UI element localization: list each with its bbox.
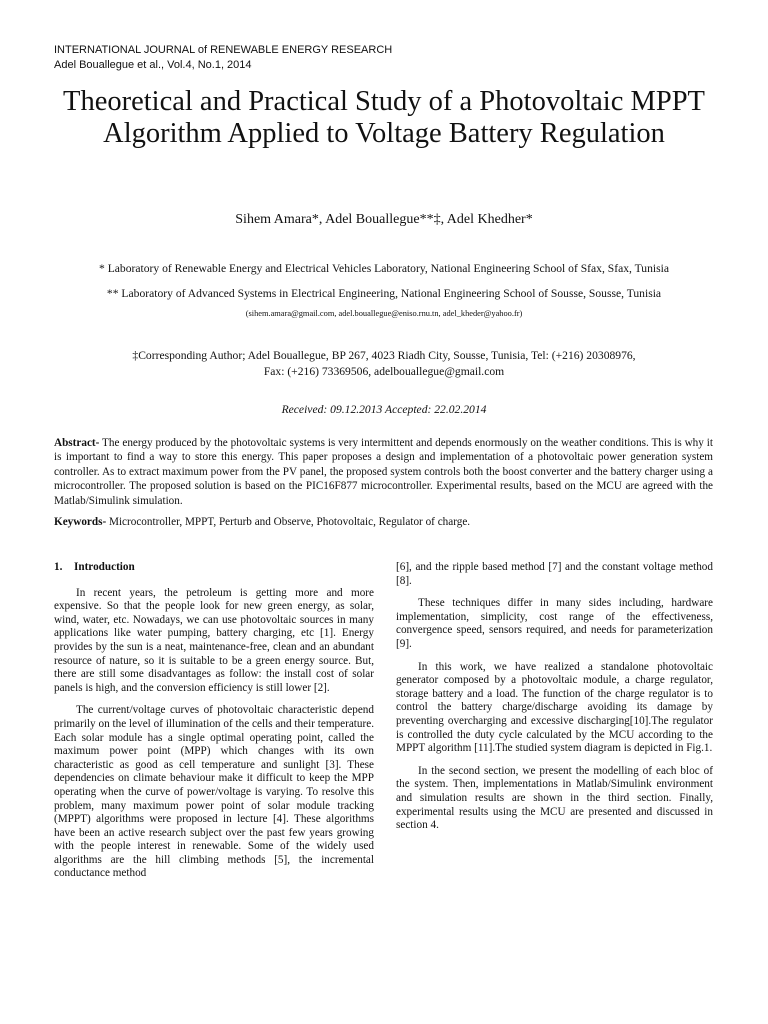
- paragraph: The current/voltage curves of photovoltaic characteristic depend primarily on the level of illumination of the cells and their temperature. Each solar module has a single optimal operating point, called the maximum power point (MPP) which changes with its own characteristic as good as cell temperature and sunlight [3]. These dependencies on climate behaviour make it difficult to keep the MPP operating when the curve of power/voltage is varying. To resolve this problem, many maximum power point of solar module tracking (MPPT) algorithms were proposed in lecture [4]. These algorithms have been an active research subject over the past few years growing with the people interest in renewable. Some of the widely used algorithms are the hill climbing methods [5], the incremental conductance method: [54, 704, 374, 880]
- paragraph: [6], and the ripple based method [7] and the constant voltage method [8].: [396, 561, 713, 587]
- corresponding-line-2: Fax: (+216) 73369506, adelbouallegue@gmail.com: [263, 365, 505, 378]
- abstract-text: The energy produced by the photovoltaic systems is very intermittent and depends enormously on the weather conditions. This is why it is important to find a way to store this energy. This paper proposes a design and implementation of a photovoltaic power generation system controller. As to extract maximum power from the PV panel, the proposed system controls both the boost converter and the battery charger using a microcontroller. The proposed solution is based on the PIC16F877 microcontroller. Experimental results, based on the MCU are agreed with the Matlab/Simulink simulation.: [54, 437, 713, 507]
- journal-citation: Adel Bouallegue et al., Vol.4, No.1, 2014: [54, 59, 252, 71]
- author-emails: (sihem.amara@gmail.com, adel.bouallegue@eniso.rnu.tn, adel_kheder@yahoo.fr): [245, 309, 523, 318]
- paragraph: In recent years, the petroleum is getting more and more expensive. So that the people look for new green energy, as solar, wind, water, etc. Nowadays, we can use photovoltaic sources in many applications like water pumping, battery charging, etc [1]. Energy provides by the sun is a neat, maintenance-free, clean and an abundant resource of nature, so it is suitable to be a green energy source. But, there are still some disadvantages as follow: the install cost of solar panels is high, and the conversion efficiency is still lower [2].: [54, 586, 374, 694]
- keywords-label: Keywords-: [54, 516, 107, 528]
- abstract-label: Abstract-: [54, 437, 100, 449]
- paragraph: In this work, we have realized a standalone photovoltaic generator composed by a photovoltaic module, a charge regulator, storage battery and a load. The function of the charge regulator is to control the battery charge/discharge avoiding its damage by preventing overcharging and excessive discharging[10].The regulator is controlled the duty cycle calculated by the MCU according to the MPPT algorithm [11].The studied system diagram is depicted in Fig.1.: [396, 660, 713, 755]
- paragraph: These techniques differ in many sides including, hardware implementation, simplicity, cost range of the effectiveness, convergence speed, sensors required, and needs for parameterization [9].: [396, 597, 713, 650]
- section-number: 1.: [54, 561, 63, 573]
- abstract: [54, 436, 713, 508]
- paper-title: Theoretical and Practical Study of a Photovoltaic MPPT Algorithm Applied to Voltage Battery Regulation: [63, 86, 705, 149]
- keywords: [54, 515, 713, 529]
- section-heading: [54, 561, 374, 575]
- journal-name: INTERNATIONAL JOURNAL of RENEWABLE ENERGY RESEARCH: [54, 44, 393, 56]
- corresponding-line-1: ‡Corresponding Author; Adel Bouallegue, BP 267, 4023 Riadh City, Sousse, Tunisia, Tel: (+216) 20308976,: [132, 349, 636, 362]
- received-dates: Received: 09.12.2013 Accepted: 22.02.2014: [281, 403, 487, 416]
- left-column: [54, 561, 374, 890]
- author-list: Sihem Amara*, Adel Bouallegue**‡, Adel Khedher*: [235, 212, 533, 227]
- corresponding-author: [0, 348, 768, 380]
- affiliation-1: * Laboratory of Renewable Energy and Electrical Vehicles Laboratory, National Engineering School of Sfax, Sfax, Tunisia: [99, 262, 669, 275]
- affiliation-2: ** Laboratory of Advanced Systems in Electrical Engineering, National Engineering School of Sousse, Sousse, Tunisia: [106, 287, 662, 300]
- keywords-text: Microcontroller, MPPT, Perturb and Observe, Photovoltaic, Regulator of charge.: [106, 516, 471, 528]
- right-column: [396, 561, 713, 842]
- journal-header: [54, 43, 392, 73]
- section-title: Introduction: [74, 561, 135, 573]
- paragraph: In the second section, we present the modelling of each bloc of the system. Then, implementations in Matlab/Simulink environment and simulation results are shown in the third section. Finally, experimental results using the MCU are presented and discussed in section 4.: [396, 764, 713, 832]
